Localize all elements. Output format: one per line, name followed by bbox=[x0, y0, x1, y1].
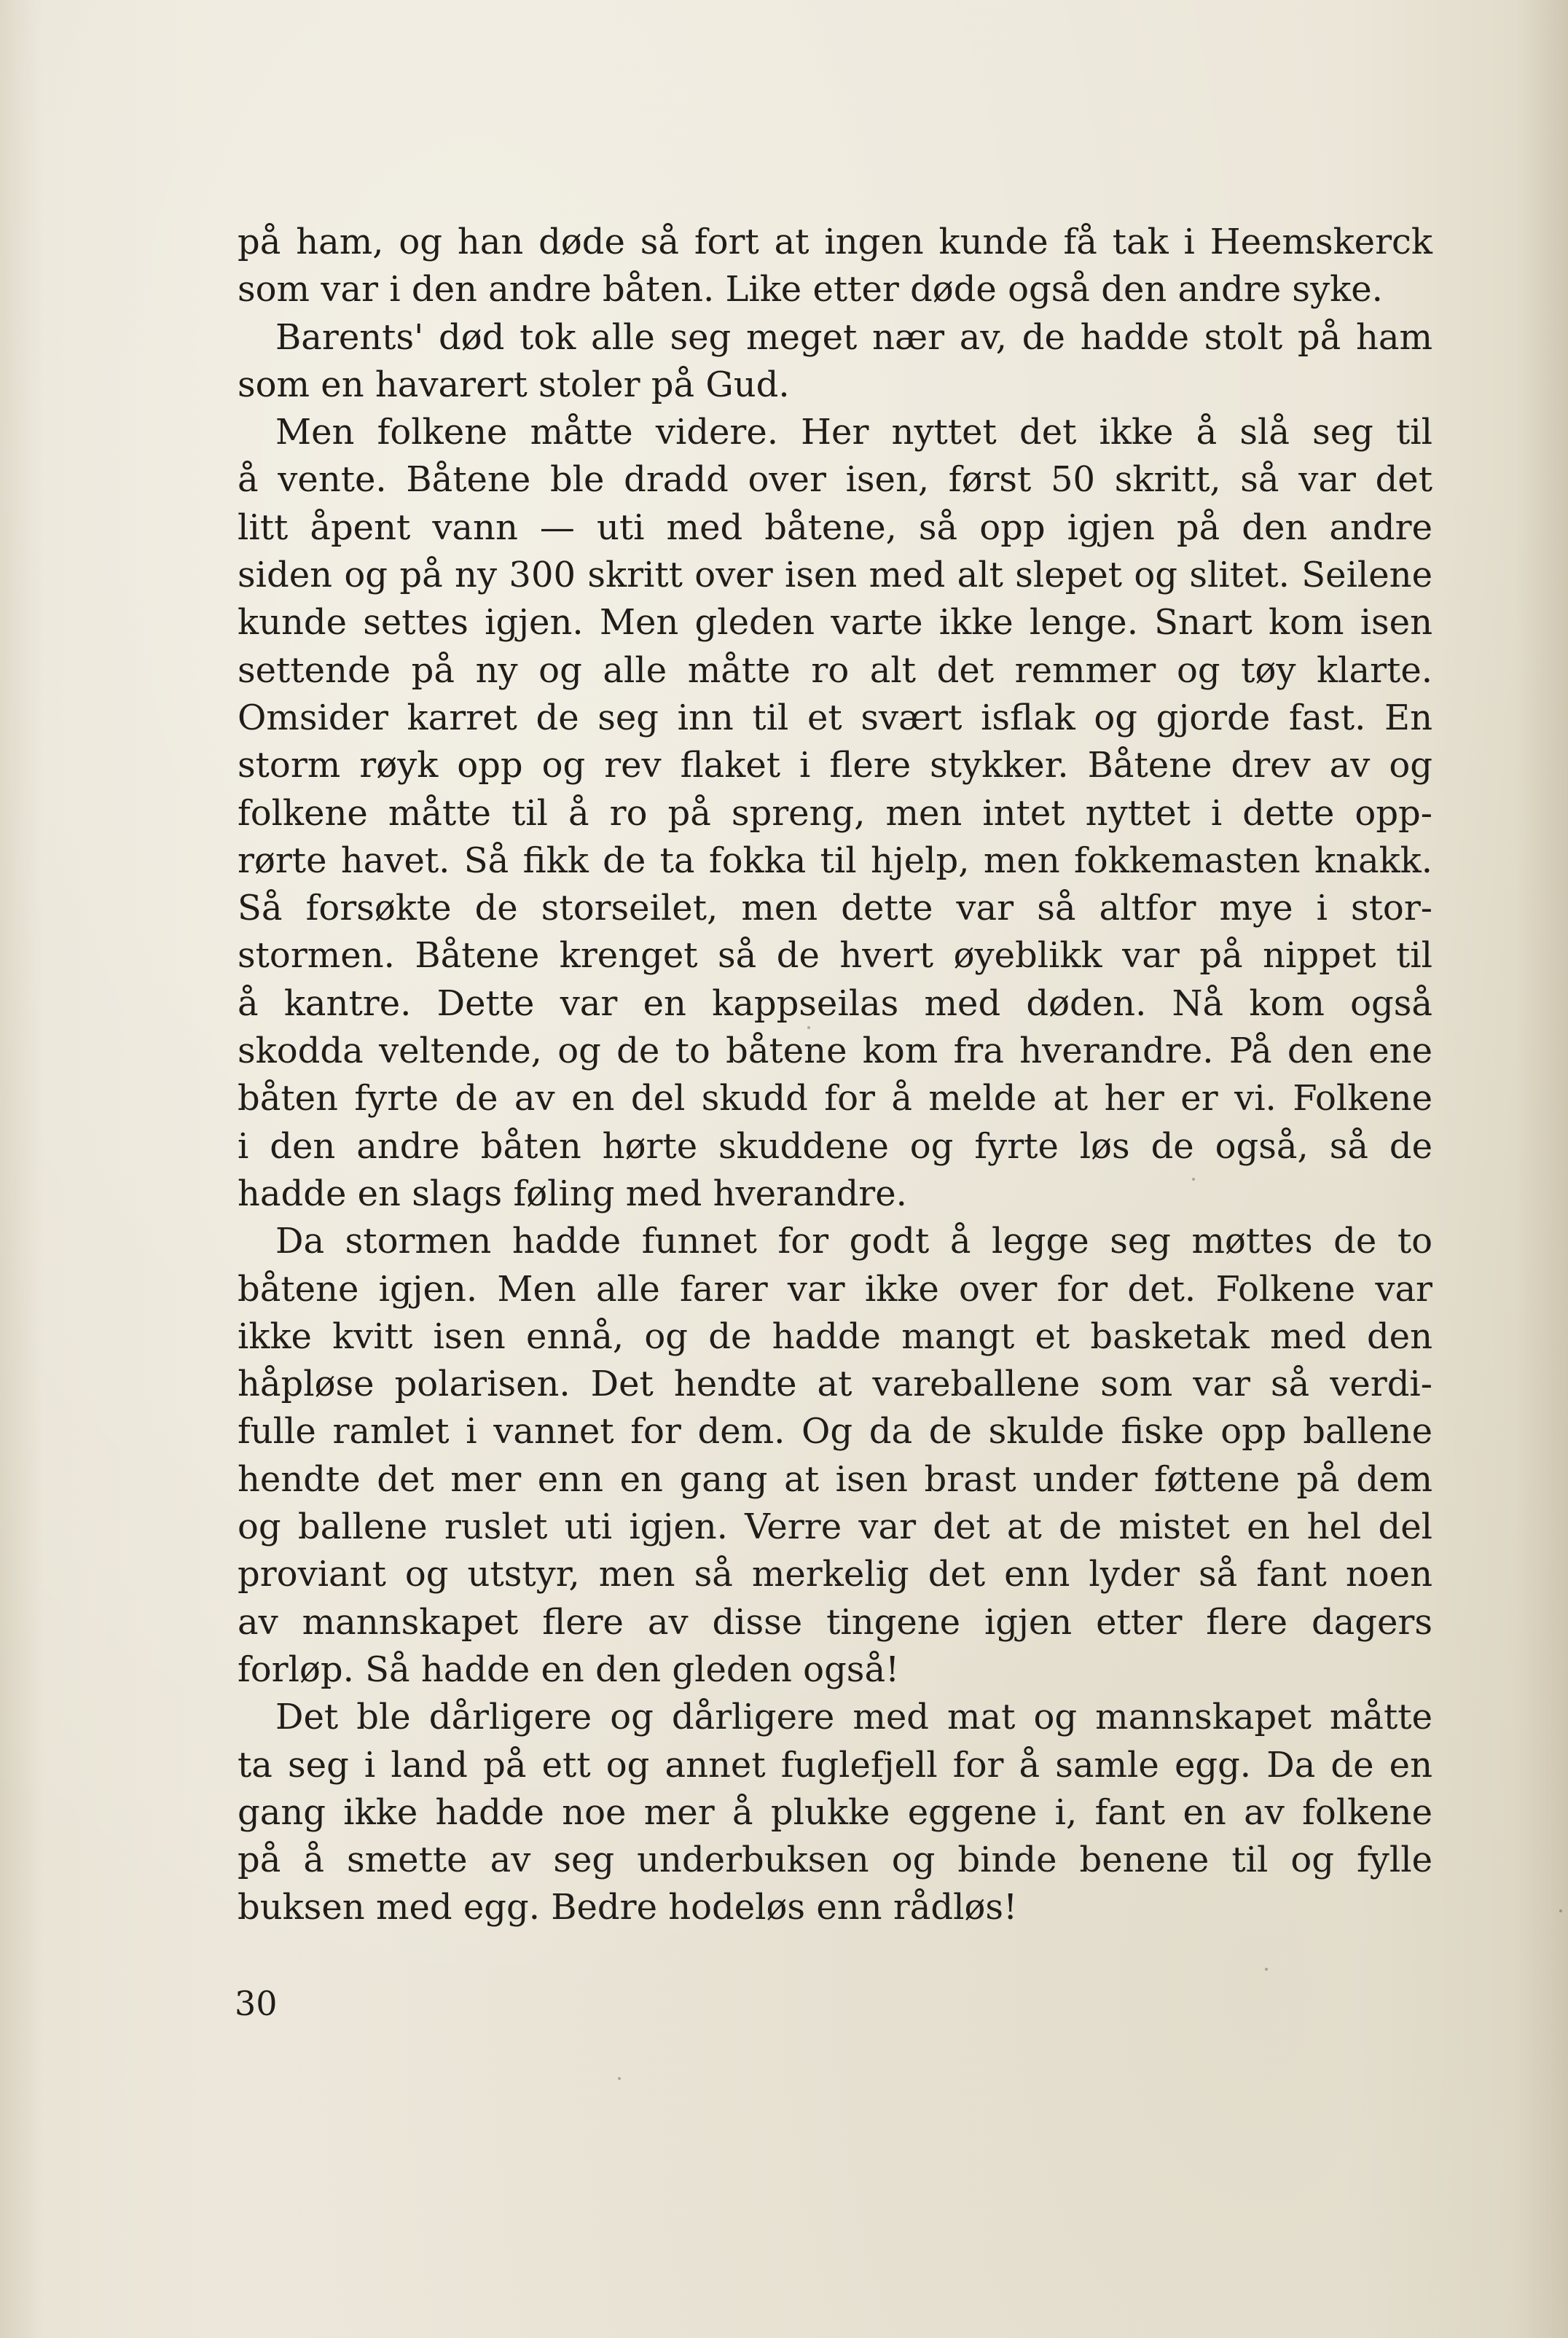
text-line: proviant og utstyr, men så merkelig det enn lyder så fant noen bbox=[238, 1554, 1432, 1595]
text-line: ta seg i land på ett og annet fuglefjell for å samle egg. Da de en bbox=[238, 1744, 1432, 1786]
text-line: litt åpent vann — uti med båtene, så opp igjen på den andre bbox=[238, 507, 1432, 548]
paper-speck bbox=[618, 2077, 621, 2080]
text-line: gang ikke hadde noe mer å plukke eggene i, fant en av folkene bbox=[238, 1791, 1432, 1833]
text-line: håpløse polarisen. Det hendte at vareballene som var så verdi- bbox=[238, 1364, 1432, 1405]
text-line: på å smette av seg underbuksen og binde benene til og fylle bbox=[238, 1839, 1432, 1881]
text-line: som var i den andre båten. Like etter døde også den andre syke. bbox=[238, 269, 1383, 310]
text-line: siden og på ny 300 skritt over isen med alt slepet og slitet. Seilene bbox=[238, 555, 1432, 596]
text-line: stormen. Båtene krenget så de hvert øyeblikk var på nippet til bbox=[238, 935, 1432, 977]
text-line: hendte det mer enn en gang at isen brast under føttene på dem bbox=[238, 1458, 1432, 1500]
text-line: Omsider karret de seg inn til et svært isflak og gjorde fast. En bbox=[238, 697, 1432, 738]
text-line: Barents' død tok alle seg meget nær av, de hadde stolt på ham bbox=[275, 316, 1432, 358]
text-line: Det ble dårligere og dårligere med mat og mannskapet måtte bbox=[275, 1697, 1432, 1738]
paper-speck bbox=[1559, 1909, 1562, 1912]
text-line: buksen med egg. Bedre hodeløs enn rådløs! bbox=[238, 1887, 1018, 1928]
text-line: ikke kvitt isen ennå, og de hadde mangt et basketak med den bbox=[238, 1315, 1432, 1357]
paper-speck bbox=[1192, 1178, 1195, 1181]
text-line: skodda veltende, og de to båtene kom fra hverandre. På den ene bbox=[238, 1031, 1432, 1072]
text-line: av mannskapet flere av disse tingene igjen etter flere dagers bbox=[238, 1601, 1432, 1643]
text-line: kunde settes igjen. Men gleden varte ikke lenge. Snart kom isen bbox=[238, 602, 1432, 644]
text-line: Men folkene måtte videre. Her nyttet det ikke å slå seg til bbox=[275, 412, 1432, 453]
text-line: i den andre båten hørte skuddene og fyrte løs de også, så de bbox=[238, 1125, 1432, 1167]
text-line: settende på ny og alle måtte ro alt det remmer og tøy klarte. bbox=[238, 649, 1432, 691]
text-line: storm røyk opp og rev flaket i flere stykker. Båtene drev av og bbox=[238, 745, 1432, 786]
paper-speck bbox=[1265, 1968, 1268, 1971]
text-line: å vente. Båtene ble dradd over isen, først 50 skritt, så var det bbox=[238, 459, 1432, 501]
text-line: hadde en slags føling med hverandre. bbox=[238, 1173, 907, 1214]
text-line: Da stormen hadde funnet for godt å legge seg møttes de to bbox=[275, 1221, 1432, 1262]
text-line: å kantre. Dette var en kappseilas med døden. Nå kom også bbox=[238, 982, 1432, 1024]
text-line: båtene igjen. Men alle farer var ikke over for det. Folkene var bbox=[238, 1268, 1432, 1310]
text-line: forløp. Så hadde en den gleden også! bbox=[238, 1649, 900, 1690]
body-text bbox=[238, 219, 1432, 1932]
text-line: folkene måtte til å ro på spreng, men intet nyttet i dette opp- bbox=[238, 792, 1432, 834]
text-line: Så forsøkte de storseilet, men dette var så altfor mye i stor- bbox=[238, 888, 1432, 929]
text-line: på ham, og han døde så fort at ingen kunde få tak i Heemskerck bbox=[238, 222, 1432, 262]
page-number: 30 bbox=[235, 1984, 278, 2023]
text-line: båten fyrte de av en del skudd for å melde at her er vi. Folkene bbox=[238, 1078, 1432, 1119]
text-line: og ballene ruslet uti igjen. Verre var det at de mistet en hel del bbox=[238, 1506, 1432, 1548]
text-line: fulle ramlet i vannet for dem. Og da de skulde fiske opp ballene bbox=[238, 1411, 1432, 1453]
text-line: rørte havet. Så fikk de ta fokka til hjelp, men fokkemasten knakk. bbox=[238, 840, 1432, 881]
paper-speck bbox=[807, 1026, 810, 1029]
text-line: som en havarert stoler på Gud. bbox=[238, 364, 790, 405]
